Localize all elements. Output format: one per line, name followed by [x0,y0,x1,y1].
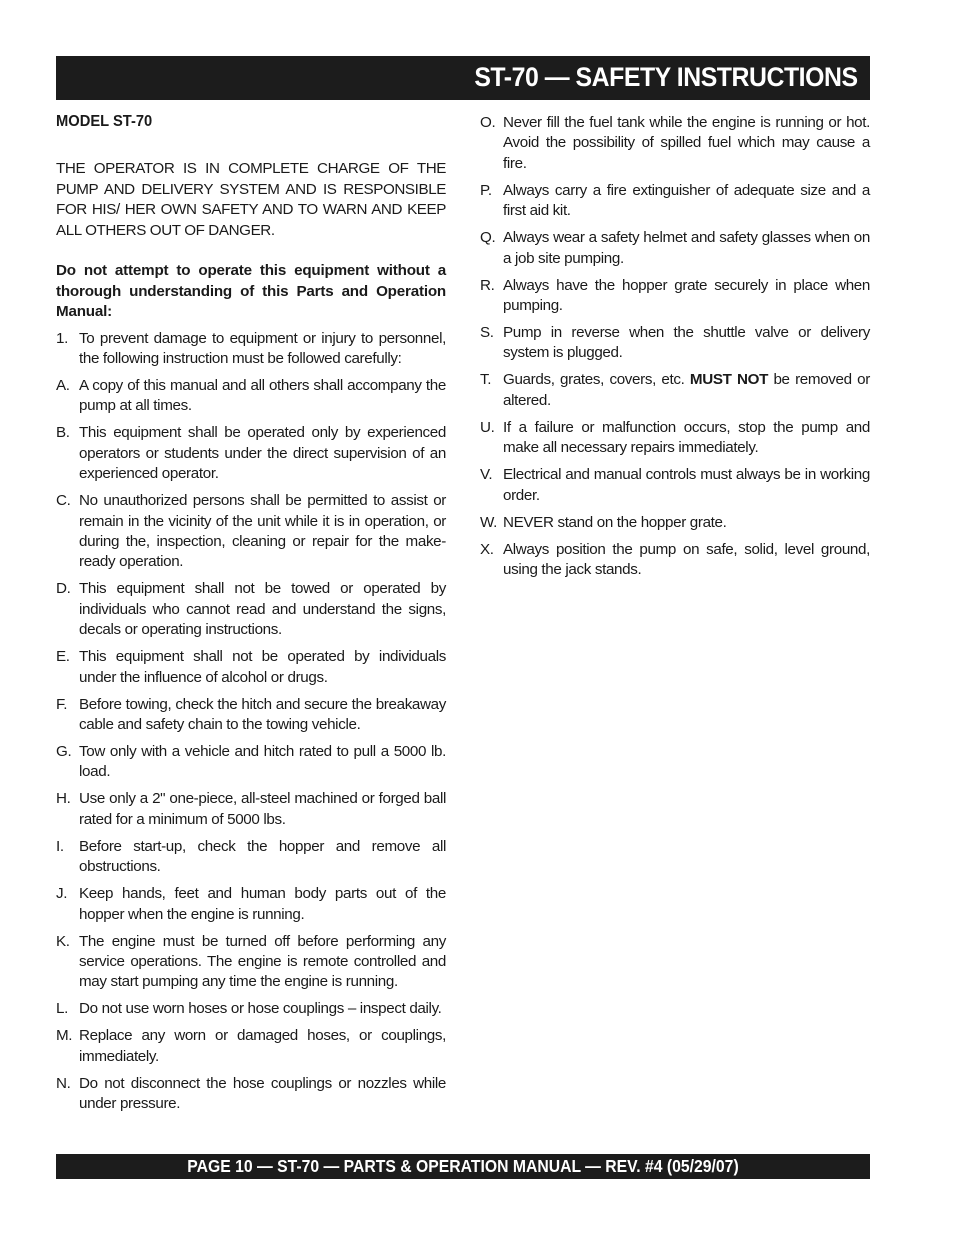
left-column [56,113,446,1121]
instruction-item [56,376,446,417]
item-label: L. [56,1000,68,1018]
item-label: P. [480,181,492,199]
item-label: D. [56,580,71,598]
item-label: T. [480,371,492,389]
instruction-item [56,1074,446,1115]
item-text: Always position the pump on safe, solid, level ground, using the jack stands. [503,540,870,579]
instruction-item [480,513,870,533]
instruction-item [56,695,446,736]
model-heading: MODEL ST-70 [56,113,153,130]
item-text: No unauthorized persons shall be permitted to assist or remain in the vicinity of the unit while it is in operation, or during the, inspection, cleaning or repair for the make-ready operation. [79,492,446,571]
item-text: Always wear a safety helmet and safety glasses when on a job site pumping. [503,229,870,267]
instruction-item [480,323,870,364]
instruction-item [56,647,446,688]
item-label: E. [56,648,70,666]
page-footer: PAGE 10 — ST-70 — PARTS & OPERATION MANUAL — REV. #4 (05/29/07) [187,1156,739,1176]
instruction-item [56,579,446,640]
item-text-end: be removed or altered. [503,371,870,409]
instruction-item [56,1026,446,1067]
item-text: Do not use worn hoses or hose couplings – inspect daily. [79,1000,442,1018]
instruction-item [56,789,446,830]
instruction-item [480,276,870,317]
item-text: Do not disconnect the hose couplings or nozzles while under pressure. [79,1074,446,1113]
instruction-item [56,932,446,993]
item-label: H. [56,790,71,808]
item-label: I. [56,837,64,855]
item-label: M. [56,1027,73,1045]
item-text: Electrical and manual controls must always be in working order. [503,466,870,504]
item-label: W. [480,513,498,531]
item-text: To prevent damage to equipment or injury to personnel, the following instruction must be followed carefully: [79,329,446,367]
instruction-item [480,418,870,459]
item-text: The engine must be turned off before performing any service operations. The engine is remote controlled and may start pumping any time the engine is running. [79,932,446,991]
instruction-item [56,423,446,484]
page-title: ST-70 — SAFETY INSTRUCTIONS [474,62,858,92]
item-label: S. [480,324,494,342]
item-text: A copy of this manual and all others shall accompany the pump at all times. [79,376,446,415]
item-text: If a failure or malfunction occurs, stop the pump and make all necessary repairs immediately. [503,418,870,457]
item-label: F. [56,695,68,713]
instruction-item [480,465,870,506]
manual-warning-text: Do not attempt to operate this equipment without a thorough understanding of this Parts and Operation Manual: [56,262,446,320]
item-text: Always have the hopper grate securely in place when pumping. [503,276,870,315]
item-label: G. [56,742,72,760]
item-label: K. [56,932,70,950]
item-text: Keep hands, feet and human body parts out of the hopper when the engine is running. [79,885,446,923]
item-label: U. [480,418,495,436]
item-text: This equipment shall not be operated by individuals under the influence of alcohol or drugs. [79,648,446,686]
item-text: This equipment shall be operated only by experienced operators or students under the direct supervision of an experienced operator. [79,424,446,483]
item-label: J. [56,885,68,903]
item-text: Never fill the fuel tank while the engine is running or hot. Avoid the possibility of spilled fuel which may cause a fire. [503,114,870,172]
instruction-item [480,113,870,174]
instruction-item [56,999,446,1019]
item-text: This equipment shall not be towed or operated by individuals who cannot read and understand the signs, decals or operating instructions. [79,580,446,639]
item-text: Before towing, check the hitch and secure the breakaway cable and safety chain to the towing vehicle. [79,695,446,733]
instruction-item [480,370,870,411]
item-label: A. [56,376,70,394]
item-label: Q. [480,229,496,247]
instruction-item [480,228,870,269]
item-text: Before start-up, check the hopper and remove all obstructions. [79,837,446,876]
item-text: Tow only with a vehicle and hitch rated to pull a 5000 lb. load. [79,742,446,781]
item-text: Pump in reverse when the shuttle valve or delivery system is plugged. [503,324,870,362]
item-label: O. [480,114,496,131]
item-text-start: Guards, grates, covers, etc. [503,371,690,389]
instruction-item [56,837,446,878]
operator-responsibility-text: THE OPERATOR IS IN COMPLETE CHARGE OF THE PUMP AND DELIVERY SYSTEM AND IS RESPONSIBLE FOR HIS/ HER OWN SAFETY AND TO WARN AND KEEP ALL OTHERS OUT OF DANGER. [56,160,446,239]
instruction-item [480,540,870,581]
item-label: 1. [56,329,68,347]
header-bar [56,56,870,100]
item-text: Always carry a fire extinguisher of adequate size and a first aid kit. [503,181,870,220]
instruction-item [56,884,446,925]
instruction-item [56,742,446,783]
item-label: V. [480,466,493,484]
item-label: X. [480,540,494,558]
item-label: B. [56,424,70,442]
must-not-emphasis: MUST NOT [689,371,769,389]
instruction-item [56,491,446,573]
instruction-item [56,329,446,370]
left-instruction-list [56,329,446,1115]
item-text: Replace any worn or damaged hoses, or couplings, immediately. [79,1027,446,1065]
item-label: R. [480,276,495,294]
footer-bar [56,1154,870,1179]
item-text [503,370,870,411]
item-label: N. [56,1074,71,1092]
item-text: NEVER stand on the hopper grate. [503,513,727,531]
item-label: C. [56,492,71,510]
instruction-item [480,181,870,222]
item-text: Use only a 2" one-piece, all-steel machined or forged ball rated for a minimum of 5000 lbs. [79,790,446,828]
right-column [480,113,870,587]
